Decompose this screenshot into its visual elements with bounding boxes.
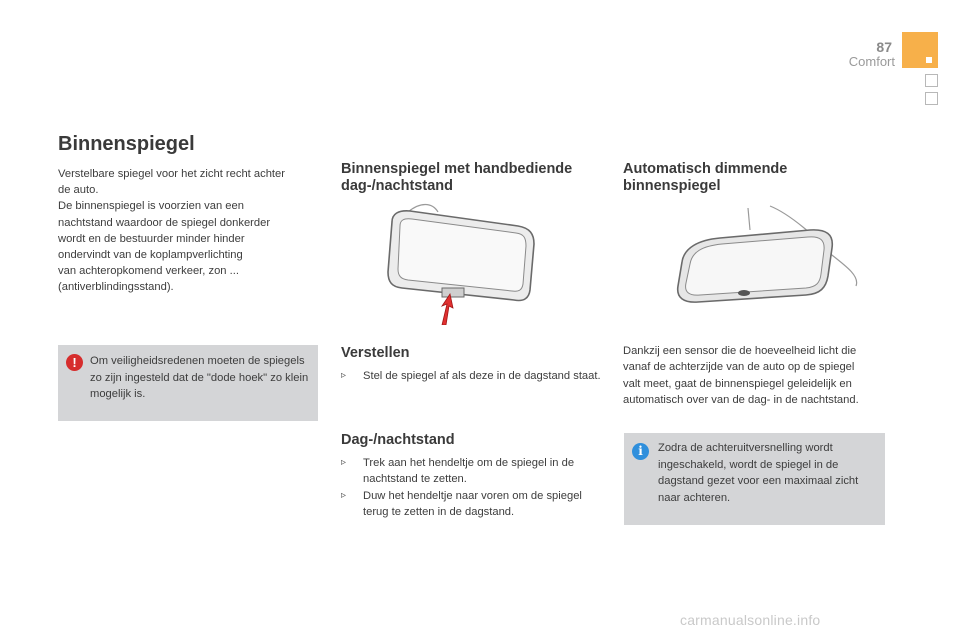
desc-line: valt meet, gaat de binnenspiegel geleidelijk en [623,377,852,390]
intro-line: (antiverblindingsstand). [58,281,174,294]
desc-line: automatisch over van de dag- in de nachtstand. [623,393,859,406]
intro-line: de auto. [58,184,99,197]
intro-line: Verstelbare spiegel voor het zicht recht achter [58,168,285,180]
up-arrow-icon [442,294,453,325]
info-box [624,433,885,525]
mirror-lever [442,288,464,297]
intro-line: nachtstand waardoor de spiegel donkerder [58,216,271,229]
auto-mirror-illustration [670,200,865,310]
adjust-title: Verstellen [341,345,410,361]
daynight-list [341,455,603,520]
manual-mirror-illustration [380,200,540,325]
daynight-title: Dag-/nachtstand [341,432,455,448]
list-item-text: Duw het hendeltje naar voren om de spiegel terug te zetten in de dagstand. [363,489,582,518]
warning-box [58,345,318,421]
intro-line: De binnenspiegel is voorzien van een [58,200,244,213]
page-title: Binnenspiegel [58,133,195,155]
list-item [341,368,603,384]
adjust-list [341,368,603,384]
light-sensor-icon [738,290,750,296]
arrow-bullet-icon: ▹ [341,370,347,381]
intro-paragraph [58,166,313,296]
section-tab[interactable] [902,32,938,68]
section-name: Comfort [848,54,895,69]
list-item [341,488,603,521]
list-item [341,455,603,488]
intro-line: ondervindt van de koplampverlichting [58,249,243,262]
info-icon: i [632,443,649,460]
auto-mirror-title: Automatisch dimmende binnenspiegel [623,161,788,194]
section-tab-3[interactable] [925,92,938,105]
watermark: carmanualsonline.info [680,612,821,628]
desc-line: Dankzij een sensor die de hoeveelheid licht die [623,345,857,357]
auto-mirror-description [623,343,888,408]
warning-text: Om veiligheidsredenen moeten de spiegels zo zijn ingesteld dat de "dode hoek" zo klein mogelijk is. [90,355,309,400]
desc-line: vanaf de achterzijde van de auto op de spiegel [623,361,855,374]
info-text: Zodra de achteruitversnelling wordt ingeschakeld, wordt de spiegel in de dagstand gezet voor een maximaal zicht naar achteren. [658,442,859,504]
list-item-text: Trek aan het hendeltje om de spiegel in de nachtstand te zetten. [363,457,575,486]
arrow-bullet-icon: ▹ [341,489,347,501]
list-item-text: Stel de spiegel af als deze in de dagstand staat. [363,370,601,382]
arrow-bullet-icon: ▹ [341,457,347,468]
tab-marker [926,57,932,63]
section-tab-2[interactable] [925,74,938,87]
exclamation-icon: ! [66,354,83,371]
manual-mirror-title: Binnenspiegel met handbediende dag-/nachtstand [341,161,573,194]
page-number: 87 [876,39,892,55]
intro-line: van achteropkomend verkeer, zon ... [58,265,239,278]
intro-line: wordt en de bestuurder minder hinder [58,232,245,245]
